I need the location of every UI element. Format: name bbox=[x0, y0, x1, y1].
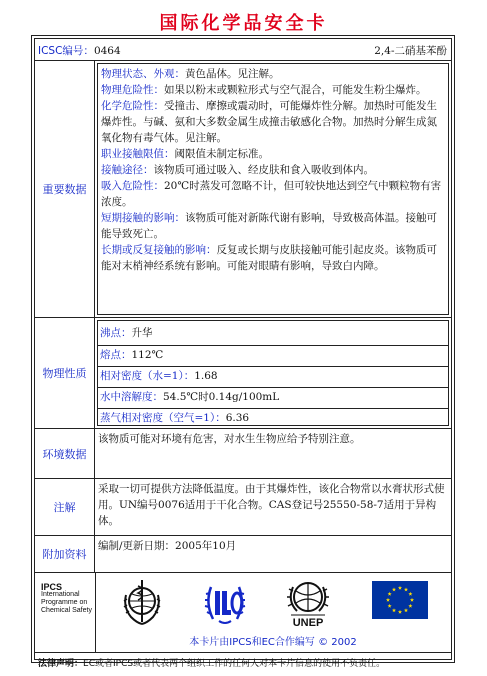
item-exposure-limit bbox=[101, 146, 445, 162]
prop-value: 升华 bbox=[131, 327, 153, 339]
chemical-name: 2,4-二硝基苯酚 bbox=[374, 45, 447, 57]
who-emblem-icon bbox=[119, 577, 165, 629]
ipcs-line-3: Chemical Safety bbox=[41, 607, 92, 614]
section-additional bbox=[35, 536, 451, 573]
section-environment bbox=[35, 429, 451, 479]
section-label-environment: 环境数据 bbox=[35, 429, 95, 478]
physical-content bbox=[95, 318, 451, 428]
prop-value: 112℃ bbox=[131, 349, 164, 361]
eu-flag-icon bbox=[372, 581, 428, 619]
notes-text: 采取一切可提供方法降低温度。由于其爆炸性，该化合物常以水膏状形式使用。UN编号0076适用于干化合物。CAS登记号25550-58-7适用于异构体。 bbox=[98, 483, 445, 527]
item-text: 该物质可能对新陈代谢有影响，导致极高体温。接触可能导致死亡。 bbox=[101, 212, 437, 240]
icsc-label-wrap bbox=[38, 43, 121, 58]
item-key: 接触途径： bbox=[101, 164, 154, 176]
item-key: 化学危险性： bbox=[101, 100, 164, 112]
item-exposure-route bbox=[101, 162, 445, 178]
prop-key: 蒸气相对密度（空气=1）： bbox=[100, 412, 226, 424]
prop-key: 相对密度（水=1）： bbox=[100, 370, 195, 382]
ipcs-line-2: Programme on bbox=[41, 599, 88, 606]
card-inner-frame bbox=[34, 38, 452, 669]
item-long-term bbox=[101, 242, 445, 274]
prop-value: 54.5℃时0.14g/100mL bbox=[163, 391, 280, 403]
item-physical-hazard bbox=[101, 82, 445, 98]
disclaimer-text: EC或者IPCS或者代表两个组织工作的任何人对本卡片信息的使用不负责任。 bbox=[83, 659, 386, 669]
ilo-emblem-icon bbox=[201, 577, 249, 629]
prop-vapour-density bbox=[98, 409, 448, 429]
ipcs-line-1: International bbox=[41, 591, 80, 598]
section-important bbox=[35, 61, 451, 318]
item-text: 黄色晶体。见注解。 bbox=[185, 68, 280, 80]
section-label-notes: 注解 bbox=[35, 479, 95, 535]
item-inhalation-risk bbox=[101, 178, 445, 210]
item-key: 长期或反复接触的影响： bbox=[101, 244, 217, 256]
item-key: 职业接触限值： bbox=[101, 148, 175, 160]
item-key: 短期接触的影响： bbox=[101, 212, 185, 224]
item-key: 物理危险性： bbox=[101, 84, 164, 96]
icsc-number: 0464 bbox=[93, 45, 121, 57]
prop-value: 1.68 bbox=[194, 370, 218, 382]
physical-box bbox=[97, 320, 449, 426]
prop-density bbox=[98, 367, 448, 388]
footer-credit: 本卡片由IPCS和EC合作编写 © 2002 bbox=[189, 637, 357, 648]
prop-key: 水中溶解度： bbox=[100, 391, 163, 403]
additional-text: 编制/更新日期：2005年10月 bbox=[98, 540, 237, 552]
prop-key: 熔点： bbox=[100, 349, 132, 361]
ipcs-logo-text bbox=[41, 583, 92, 615]
legal-disclaimer bbox=[35, 653, 451, 669]
prop-solubility bbox=[98, 388, 448, 409]
icsc-row bbox=[35, 39, 451, 61]
safety-card bbox=[31, 35, 455, 669]
icsc-label: ICSC编号： bbox=[38, 45, 94, 57]
environment-text: 该物质可能对环境有危害，对水生生物应给予特别注意。 bbox=[98, 433, 361, 445]
footer-logos bbox=[35, 573, 451, 653]
ipcs-abbrev: IPCS bbox=[41, 582, 63, 592]
section-label-important: 重要数据 bbox=[35, 61, 95, 317]
item-chemical-hazard bbox=[101, 98, 445, 146]
item-text: 该物质可通过吸入、经皮肤和食入吸收到体内。 bbox=[153, 164, 374, 176]
item-key: 物理状态、外观： bbox=[101, 68, 185, 80]
prop-key: 沸点： bbox=[100, 327, 132, 339]
prop-boiling-point bbox=[98, 325, 448, 346]
item-appearance bbox=[101, 66, 445, 82]
item-text: 20℃时蒸发可忽略不计，但可较快地达到空气中颗粒物有害浓度。 bbox=[101, 180, 442, 208]
card-title: 国际化学品安全卡 bbox=[159, 13, 328, 34]
prop-melting-point bbox=[98, 346, 448, 367]
prop-value: 6.36 bbox=[225, 412, 250, 424]
item-short-term bbox=[101, 210, 445, 242]
item-text: 阈限值未制定标准。 bbox=[174, 148, 269, 160]
section-notes bbox=[35, 479, 451, 536]
important-box bbox=[97, 63, 449, 315]
section-label-additional: 附加资料 bbox=[35, 536, 95, 572]
unep-label: UNEP bbox=[292, 617, 324, 629]
important-content bbox=[95, 61, 451, 317]
item-key: 吸入危险性： bbox=[101, 180, 164, 192]
section-physical bbox=[35, 318, 451, 429]
item-text: 反复或长期与皮肤接触可能引起皮炎。该物质可能对末梢神经系统有影响。可能对眼睛有影响，导致白内障。 bbox=[101, 244, 437, 272]
item-text: 受撞击、摩擦或震动时，可能爆炸性分解。加热时可能发生爆炸性。与碱、氨和大多数金属生成撞击敏感化合物。加热时分解生成氮氧化物有毒气体。见注解。 bbox=[101, 100, 437, 144]
disclaimer-key: 法律声明： bbox=[38, 659, 84, 669]
item-text: 如果以粉末或颗粒形式与空气混合，可能发生粉尘爆炸。 bbox=[164, 84, 427, 96]
section-label-physical: 物理性质 bbox=[35, 318, 95, 428]
